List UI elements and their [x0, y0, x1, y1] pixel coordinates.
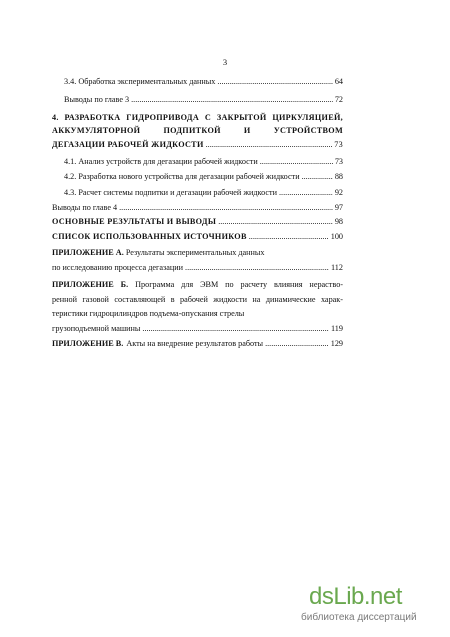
dslib-watermark[interactable]: [301, 583, 441, 627]
toc-entry-title: СПИСОК ИСПОЛЬЗОВАННЫХ ИСТОЧНИКОВ: [52, 232, 247, 241]
toc-leader: [249, 231, 329, 242]
toc-entry: [64, 187, 343, 198]
toc-entry: [52, 202, 343, 213]
toc-appendix-title: Акты на внедрение результатов работы: [126, 339, 264, 348]
page-number: 3: [222, 57, 228, 67]
toc-entry-page: 100: [330, 232, 343, 241]
toc-appendix-b-line3: теристики гидроцилиндров подъема-опускания стрелы: [52, 309, 245, 318]
toc-leader: [260, 156, 333, 167]
toc-entry-title: 3.4. Обработка экспериментальных данных: [64, 77, 216, 86]
toc-entry-page: 72: [334, 95, 343, 104]
toc-leader: [206, 139, 333, 150]
toc-appendix-title-cont: грузоподъемной машины: [52, 324, 141, 333]
toc-leader: [279, 187, 333, 198]
toc-appendix-label: ПРИЛОЖЕНИЕ Б.: [52, 280, 129, 289]
toc-appendix-label: ПРИЛОЖЕНИЕ В.: [52, 339, 124, 348]
toc-chapter-heading-line3: ДЕГАЗАЦИИ РАБОЧЕЙ ЖИДКОСТИ: [52, 140, 204, 149]
dslib-logo-text: dsLib.net: [309, 583, 402, 610]
toc-entry-page: 73: [334, 157, 343, 166]
toc-chapter-heading-line2: АККУМУЛЯТОРНОЙ ПОДПИТКОЙ И УСТРОЙСТВОМ: [52, 126, 343, 135]
toc-entry: [52, 338, 343, 349]
toc-appendix-b-line1: [52, 279, 343, 290]
toc-entry-page: 119: [331, 324, 343, 333]
toc-entry-page: 97: [334, 203, 343, 212]
toc-leader: [142, 323, 329, 334]
toc-entry-page: 98: [334, 217, 343, 226]
toc-appendix-title: Программа для ЭВМ по расчету влияния нераство-: [135, 280, 344, 289]
toc-entry: [52, 323, 343, 334]
toc-chapter-heading-line1: 4. РАЗРАБОТКА ГИДРОПРИВОДА С ЗАКРЫТОЙ ЦИРКУЛЯЦИЕЙ,: [52, 113, 343, 122]
toc-appendix-title-cont: по исследованию процесса дегазации: [52, 263, 184, 272]
toc-leader: [119, 202, 333, 213]
toc-entry-title: Выводы по главе 3: [64, 95, 130, 104]
toc-entry: [64, 94, 343, 105]
toc-leader: [302, 171, 333, 182]
toc-entry-page: 64: [334, 77, 343, 86]
toc-entry-title: ОСНОВНЫЕ РЕЗУЛЬТАТЫ И ВЫВОДЫ: [52, 217, 217, 226]
toc-entry: [52, 262, 343, 273]
toc-entry: [52, 231, 343, 242]
toc-leader: [265, 338, 329, 349]
toc-entry: [64, 76, 343, 87]
toc-appendix-a-line1: [52, 247, 343, 258]
toc-entry: [52, 216, 343, 227]
toc-entry-page: 129: [330, 339, 343, 348]
toc-leader: [217, 76, 332, 87]
toc-entry: [52, 139, 343, 150]
toc-entry-title: 4.2. Разработка нового устройства для дегазации рабочей жидкости: [64, 172, 300, 181]
dslib-logo-subtitle: библиотека диссертаций: [301, 612, 417, 623]
toc-appendix-label: ПРИЛОЖЕНИЕ А.: [52, 248, 124, 257]
toc-leader: [131, 94, 333, 105]
toc-entry-page: 92: [334, 188, 343, 197]
toc-entry-title: 4.3. Расчет системы подпитки и дегазации рабочей жидкости: [64, 188, 277, 197]
toc-entry-page: 73: [334, 140, 343, 149]
toc-leader: [218, 216, 333, 227]
toc-entry-page: 112: [331, 263, 343, 272]
toc-entry-page: 88: [334, 172, 343, 181]
toc-leader: [185, 262, 329, 273]
toc-entry: [64, 171, 343, 182]
toc-entry-title: 4.1. Анализ устройств для дегазации рабочей жидкости: [64, 157, 258, 166]
toc-entry: [64, 156, 343, 167]
toc-entry-title: Выводы по главе 4: [52, 203, 118, 212]
toc-appendix-title: Результаты экспериментальных данных: [125, 248, 265, 257]
toc-appendix-b-line2: ренной газовой составляющей в рабочей жидкости на динамические харак-: [52, 295, 343, 304]
